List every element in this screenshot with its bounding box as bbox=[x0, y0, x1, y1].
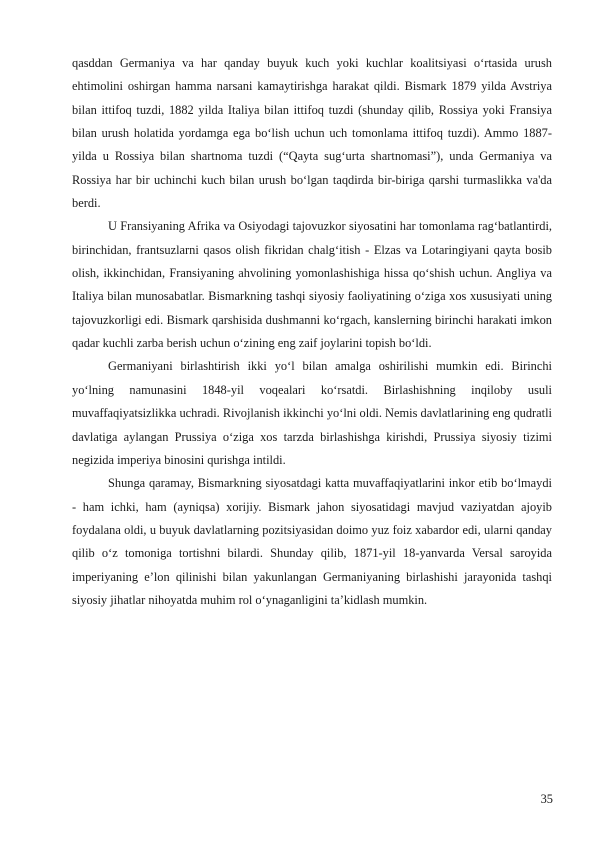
paragraph-unification: Germaniyani birlashtirish ikki yoʻl bilan amalga oshirilishi mumkin edi. Birinchi yoʻlning namunasini 1848-yil voqealari koʻrsatdi. Birlashishning inqiloby usuli muvaffaqiyatsizlikka uchradi. Rivojlanish ikkinchi yoʻlni oldi. Nemis davlatlarining eng qudratli davlatiga aylangan Prussiya oʻziga xos tarzda birlashishga kirishdi, Prussiya siyosiy tizimi negizida imperiya binosini qurishga intildi. bbox=[72, 359, 552, 467]
paragraph-continuation: qasddan Germaniya va har qanday buyuk kuch yoki kuchlar koalitsiyasi oʻrtasida urush ehtimolini oshirgan hamma narsani kamaytirishga harakat qildi. Bismark 1879 yilda Avstriya bilan ittifoq tuzdi, 1882 yilda Italiya bilan ittifoq tuzdi (shunday qilib, Rossiya yoki Fransiya bilan urush holatida yordamga ega boʻlish uchun uch tomonlama ittifoq tuzdi). Ammo 1887-yilda u Rossiya bilan shartnoma tuzdi (“Qayta sugʻurta shartnomasi”), unda Germaniya va Rossiya har bir uchinchi kuch bilan urush boʻlgan taqdirda bir-biriga qarshi turmaslikka va'da berdi. bbox=[72, 56, 552, 211]
body-text bbox=[72, 52, 552, 612]
page-number: 35 bbox=[540, 792, 553, 806]
paragraph-france-policy: U Fransiyaning Afrika va Osiyodagi tajovuzkor siyosatini har tomonlama ragʻbatlantirdi, birinchidan, frantsuzlarni qasos olish fikridan chalgʻitish - Elzas va Lotaringiyani qayta bosib olish, ikkinchidan, Fransiyaning ahvolining yomonlashishiga hissa qoʻshish uchun. Angliya va Italiya bilan munosabatlar. Bismarkning tashqi siyosiy faoliyatining oʻziga xos xususiyati uning tajovuzkorligi edi. Bismark qarshisida dushmanni koʻrgach, kanslerning birinchi harakati imkon qadar kuchli zarba berish uchun oʻzining eng zaif joylarini topish boʻldi. bbox=[72, 219, 552, 351]
paragraph-bismarck-success: Shunga qaramay, Bismarkning siyosatdagi katta muvaffaqiyatlarini inkor etib boʻlmaydi - ham ichki, ham (ayniqsa) xorijiy. Bismark jahon siyosatidagi mavjud vaziyatdan ajoyib foydalana oldi, u buyuk davlatlarning pozitsiyasidan doimo yuz foiz xabardor edi, ularni qanday qilib oʻz tomoniga tortishni bilardi. Shunday qilib, 1871-yil 18-yanvarda Versal saroyida imperiyaning eʼlon qilinishi bilan yakunlangan Germaniyaning birlashishi jarayonida tashqi siyosiy jihatlar nihoyatda muhim rol oʻynaganligini taʼkidlash mumkin. bbox=[72, 476, 552, 607]
